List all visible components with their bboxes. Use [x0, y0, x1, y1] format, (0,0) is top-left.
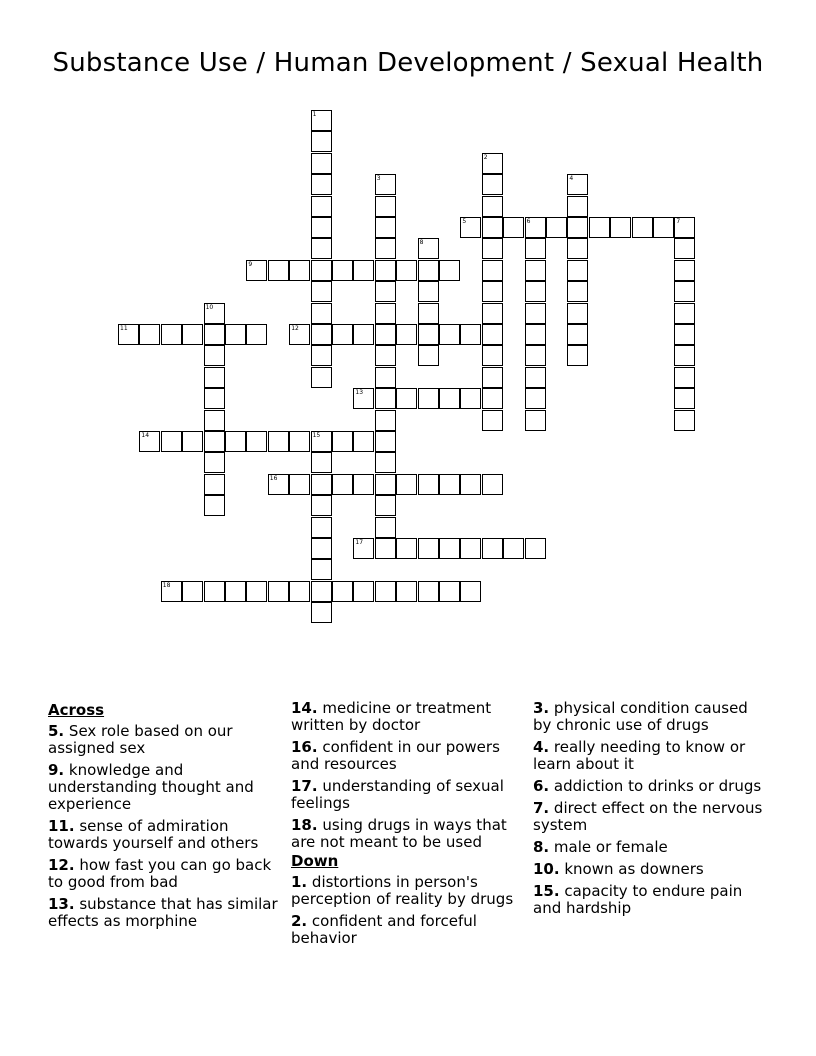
grid-cell[interactable]: [246, 581, 267, 602]
grid-cell[interactable]: [674, 303, 695, 324]
grid-cell[interactable]: [375, 581, 396, 602]
puzzle-title: Substance Use / Human Development / Sexual Health: [52, 48, 764, 78]
grid-cell[interactable]: [375, 345, 396, 366]
grid-cell[interactable]: [375, 238, 396, 259]
grid-cell[interactable]: [353, 324, 374, 345]
clue-column-3: [533, 700, 769, 922]
grid-cell[interactable]: [567, 174, 588, 195]
grid-cell[interactable]: [396, 581, 417, 602]
grid-cell[interactable]: [289, 474, 310, 495]
grid-cell[interactable]: [353, 431, 374, 452]
grid-cell[interactable]: [161, 324, 182, 345]
grid-cell[interactable]: [589, 217, 610, 238]
clue-across-18: 18. using drugs in ways that are not meant to be used: [291, 816, 507, 851]
grid-cell[interactable]: [311, 110, 332, 131]
down-heading: Down: [291, 852, 339, 870]
grid-cell[interactable]: [246, 260, 267, 281]
grid-cell[interactable]: [204, 495, 225, 516]
grid-cell[interactable]: [225, 581, 246, 602]
grid-cell[interactable]: [674, 388, 695, 409]
grid-cell[interactable]: [204, 303, 225, 324]
grid-cell[interactable]: [482, 238, 503, 259]
grid-cell[interactable]: [482, 281, 503, 302]
grid-cell[interactable]: [375, 538, 396, 559]
grid-cell[interactable]: [460, 538, 481, 559]
grid-cell[interactable]: [353, 581, 374, 602]
grid-cell[interactable]: [482, 260, 503, 281]
grid-cell[interactable]: [139, 324, 160, 345]
grid-cell[interactable]: [375, 388, 396, 409]
cell-number: 17: [355, 539, 364, 546]
grid-cell[interactable]: [418, 345, 439, 366]
grid-cell[interactable]: [375, 217, 396, 238]
grid-cell[interactable]: [525, 538, 546, 559]
cell-number: 2: [483, 153, 488, 161]
grid-cell[interactable]: [332, 474, 353, 495]
grid-cell[interactable]: [375, 303, 396, 324]
clue-down-4: 4. really needing to know or learn about it: [533, 738, 746, 773]
grid-cell[interactable]: [311, 602, 332, 623]
grid-cell[interactable]: [674, 410, 695, 431]
grid-cell[interactable]: [289, 581, 310, 602]
clue-across-5: 5. Sex role based on our assigned sex: [48, 722, 233, 757]
clue-across-11: 11. sense of admiration towards yourself and others: [48, 817, 259, 852]
clue-down-10: 10. known as downers: [533, 860, 704, 878]
grid-cell[interactable]: [460, 474, 481, 495]
grid-cell[interactable]: [204, 345, 225, 366]
grid-cell[interactable]: [311, 517, 332, 538]
grid-cell[interactable]: [268, 431, 289, 452]
grid-cell[interactable]: [353, 388, 374, 409]
grid-cell[interactable]: [375, 260, 396, 281]
grid-cell[interactable]: [482, 303, 503, 324]
grid-cell[interactable]: [396, 538, 417, 559]
grid-cell[interactable]: [204, 474, 225, 495]
grid-cell[interactable]: [375, 474, 396, 495]
grid-cell[interactable]: [311, 196, 332, 217]
grid-cell[interactable]: [375, 367, 396, 388]
grid-cell[interactable]: [375, 324, 396, 345]
grid-cell[interactable]: [311, 495, 332, 516]
grid-cell[interactable]: [610, 217, 631, 238]
grid-cell[interactable]: [161, 431, 182, 452]
grid-cell[interactable]: [482, 367, 503, 388]
grid-cell[interactable]: [439, 388, 460, 409]
clue-across-9: 9. knowledge and understanding thought and experience: [48, 761, 254, 813]
grid-cell[interactable]: [418, 474, 439, 495]
grid-cell[interactable]: [525, 367, 546, 388]
grid-cell[interactable]: [674, 217, 695, 238]
grid-cell[interactable]: [439, 538, 460, 559]
grid-cell[interactable]: [311, 474, 332, 495]
grid-cell[interactable]: [353, 260, 374, 281]
grid-cell[interactable]: [482, 345, 503, 366]
grid-cell[interactable]: [503, 538, 524, 559]
grid-cell[interactable]: [375, 281, 396, 302]
grid-cell[interactable]: [311, 217, 332, 238]
grid-cell[interactable]: [439, 581, 460, 602]
clue-column-2: [291, 700, 527, 952]
grid-cell[interactable]: [139, 431, 160, 452]
clue-down-6: 6. addiction to drinks or drugs: [533, 777, 762, 795]
grid-cell[interactable]: [525, 345, 546, 366]
grid-cell[interactable]: [311, 174, 332, 195]
grid-cell[interactable]: [439, 324, 460, 345]
cell-number: 12: [291, 325, 299, 332]
clue-across-14: 14. medicine or treatment written by doctor: [291, 699, 492, 734]
grid-cell[interactable]: [525, 260, 546, 281]
grid-cell[interactable]: [332, 324, 353, 345]
grid-cell[interactable]: [653, 217, 674, 238]
grid-cell[interactable]: [375, 517, 396, 538]
grid-cell[interactable]: [418, 581, 439, 602]
grid-cell[interactable]: [204, 367, 225, 388]
grid-cell[interactable]: [674, 324, 695, 345]
grid-cell[interactable]: [525, 217, 546, 238]
grid-cell[interactable]: [567, 281, 588, 302]
grid-cell[interactable]: [375, 174, 396, 195]
grid-cell[interactable]: [482, 538, 503, 559]
grid-cell[interactable]: [567, 196, 588, 217]
grid-cell[interactable]: [567, 260, 588, 281]
grid-cell[interactable]: [311, 324, 332, 345]
grid-cell[interactable]: [460, 217, 481, 238]
grid-cell[interactable]: [439, 474, 460, 495]
cell-number: 18: [162, 581, 171, 589]
grid-cell[interactable]: [396, 474, 417, 495]
grid-cell[interactable]: [161, 581, 182, 602]
grid-cell[interactable]: [332, 431, 353, 452]
grid-cell[interactable]: [482, 474, 503, 495]
grid-cell[interactable]: [546, 217, 567, 238]
grid-cell[interactable]: [482, 410, 503, 431]
grid-cell[interactable]: [375, 452, 396, 473]
grid-cell[interactable]: [632, 217, 653, 238]
grid-cell[interactable]: [375, 196, 396, 217]
cell-number: 14: [141, 432, 150, 439]
grid-cell[interactable]: [246, 324, 267, 345]
grid-cell[interactable]: [353, 474, 374, 495]
cell-number: 11: [120, 325, 128, 332]
grid-cell[interactable]: [311, 367, 332, 388]
grid-cell[interactable]: [396, 388, 417, 409]
grid-cell[interactable]: [118, 324, 139, 345]
grid-cell[interactable]: [204, 324, 225, 345]
grid-cell[interactable]: [567, 345, 588, 366]
cell-number: 8: [419, 239, 424, 247]
clue-across-12: 12. how fast you can go back to good from bad: [48, 856, 272, 891]
grid-cell[interactable]: [311, 538, 332, 559]
grid-cell[interactable]: [289, 324, 310, 345]
clue-column-1: [48, 700, 284, 935]
grid-cell[interactable]: [567, 303, 588, 324]
grid-cell[interactable]: [311, 238, 332, 259]
grid-cell[interactable]: [674, 345, 695, 366]
clue-down-8: 8. male or female: [533, 838, 668, 856]
grid-cell[interactable]: [311, 431, 332, 452]
grid-cell[interactable]: [567, 324, 588, 345]
grid-cell[interactable]: [674, 238, 695, 259]
grid-cell[interactable]: [482, 324, 503, 345]
grid-cell[interactable]: [567, 217, 588, 238]
grid-cell[interactable]: [482, 388, 503, 409]
grid-cell[interactable]: [182, 324, 203, 345]
grid-cell[interactable]: [674, 367, 695, 388]
grid-cell[interactable]: [482, 153, 503, 174]
clue-down-3: 3. physical condition caused by chronic use of drugs: [533, 699, 748, 734]
grid-cell[interactable]: [525, 281, 546, 302]
grid-cell[interactable]: [204, 410, 225, 431]
grid-cell[interactable]: [375, 495, 396, 516]
clue-across-16: 16. confident in our powers and resources: [291, 738, 500, 773]
grid-cell[interactable]: [460, 581, 481, 602]
grid-cell[interactable]: [268, 260, 289, 281]
grid-cell[interactable]: [182, 431, 203, 452]
cell-number: 5: [462, 218, 467, 225]
clue-down-1: 1. distortions in person's perception of reality by drugs: [291, 873, 514, 908]
grid-cell[interactable]: [396, 324, 417, 345]
cell-number: 13: [355, 389, 364, 397]
grid-cell[interactable]: [525, 238, 546, 259]
cell-number: 15: [312, 432, 321, 439]
grid-cell[interactable]: [525, 303, 546, 324]
grid-cell[interactable]: [332, 581, 353, 602]
clue-across-17: 17. understanding of sexual feelings: [291, 777, 504, 812]
grid-cell[interactable]: [246, 431, 267, 452]
grid-cell[interactable]: [289, 260, 310, 281]
grid-cell[interactable]: [375, 410, 396, 431]
across-heading: Across: [48, 701, 105, 719]
clue-down-7: 7. direct effect on the nervous system: [533, 799, 763, 834]
grid-cell[interactable]: [503, 217, 524, 238]
grid-cell[interactable]: [418, 538, 439, 559]
grid-cell[interactable]: [418, 303, 439, 324]
grid-cell[interactable]: [332, 260, 353, 281]
cell-number: 7: [676, 218, 681, 225]
grid-cell[interactable]: [567, 238, 588, 259]
cell-number: 1: [312, 111, 317, 118]
grid-cell[interactable]: [482, 217, 503, 238]
grid-cell[interactable]: [311, 452, 332, 473]
grid-cell[interactable]: [353, 538, 374, 559]
grid-cell[interactable]: [375, 431, 396, 452]
grid-cell[interactable]: [396, 260, 417, 281]
grid-cell[interactable]: [311, 281, 332, 302]
grid-cell[interactable]: [311, 260, 332, 281]
grid-cell[interactable]: [525, 410, 546, 431]
grid-cell[interactable]: [418, 388, 439, 409]
clue-across-13: 13. substance that has similar effects as morphine: [48, 895, 278, 930]
grid-cell[interactable]: [460, 324, 481, 345]
grid-cell[interactable]: [418, 324, 439, 345]
grid-cell[interactable]: [204, 388, 225, 409]
grid-cell[interactable]: [182, 581, 203, 602]
grid-cell[interactable]: [525, 388, 546, 409]
grid-cell[interactable]: [289, 431, 310, 452]
grid-cell[interactable]: [525, 324, 546, 345]
grid-cell[interactable]: [268, 474, 289, 495]
grid-cell[interactable]: [460, 388, 481, 409]
cell-number: 16: [269, 474, 278, 482]
grid-cell[interactable]: [268, 581, 289, 602]
cell-number: 9: [248, 260, 253, 268]
grid-cell[interactable]: [204, 452, 225, 473]
cell-number: 4: [569, 175, 574, 183]
grid-cell[interactable]: [225, 431, 246, 452]
grid-cell[interactable]: [418, 260, 439, 281]
grid-cell[interactable]: [311, 345, 332, 366]
grid-cell[interactable]: [439, 260, 460, 281]
grid-cell[interactable]: [311, 153, 332, 174]
grid-cell[interactable]: [482, 174, 503, 195]
grid-cell[interactable]: [311, 303, 332, 324]
grid-cell[interactable]: [225, 324, 246, 345]
clue-down-2: 2. confident and forceful behavior: [291, 912, 477, 947]
cell-number: 3: [376, 175, 381, 183]
cell-number: 6: [526, 218, 531, 225]
grid-cell[interactable]: [418, 281, 439, 302]
grid-cell[interactable]: [482, 196, 503, 217]
grid-cell[interactable]: [311, 131, 332, 152]
grid-cell[interactable]: [674, 260, 695, 281]
cell-number: 10: [205, 303, 214, 311]
grid-cell[interactable]: [311, 559, 332, 580]
clue-down-15: 15. capacity to endure pain and hardship: [533, 882, 743, 917]
grid-cell[interactable]: [204, 581, 225, 602]
grid-cell[interactable]: [418, 238, 439, 259]
grid-cell[interactable]: [204, 431, 225, 452]
grid-cell[interactable]: [311, 581, 332, 602]
grid-cell[interactable]: [674, 281, 695, 302]
